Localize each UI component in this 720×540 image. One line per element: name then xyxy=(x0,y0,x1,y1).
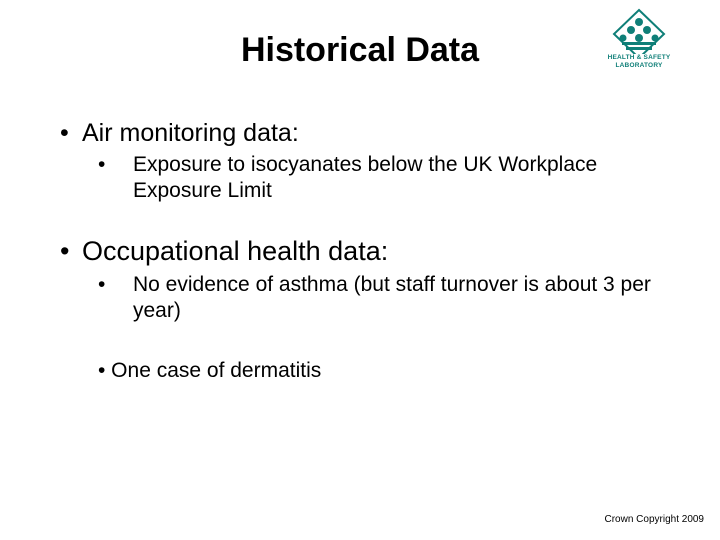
copyright-notice: Crown Copyright 2009 xyxy=(604,514,704,525)
sub-bullet-exposure xyxy=(98,152,688,204)
bullet-marker: • xyxy=(60,236,70,266)
sub-bullet-marker: • xyxy=(98,153,106,176)
sub-bullet-marker: • xyxy=(98,273,106,296)
bullet-label: Air monitoring data: xyxy=(82,119,299,147)
hsl-logo-icon xyxy=(604,8,674,54)
bullet-marker: • xyxy=(60,119,69,147)
bullet-air-monitoring xyxy=(60,118,299,148)
bullet-occupational-health xyxy=(60,235,388,267)
bullet-label: Occupational health data: xyxy=(82,236,389,266)
dermatitis-note: • One case of dermatitis xyxy=(98,359,322,382)
slide-title: Historical Data xyxy=(240,31,480,69)
logo-line2: LABORATORY xyxy=(615,62,663,69)
sub-bullet-text: Exposure to isocyanates below the UK Workplace Exposure Limit xyxy=(133,153,598,202)
sub-bullet-asthma xyxy=(98,272,688,324)
logo-text xyxy=(604,54,674,70)
hsl-logo xyxy=(604,8,674,92)
sub-bullet-text: No evidence of asthma (but staff turnover is about 3 per year) xyxy=(133,273,651,322)
logo-line1: HEALTH & SAFETY xyxy=(607,54,671,61)
